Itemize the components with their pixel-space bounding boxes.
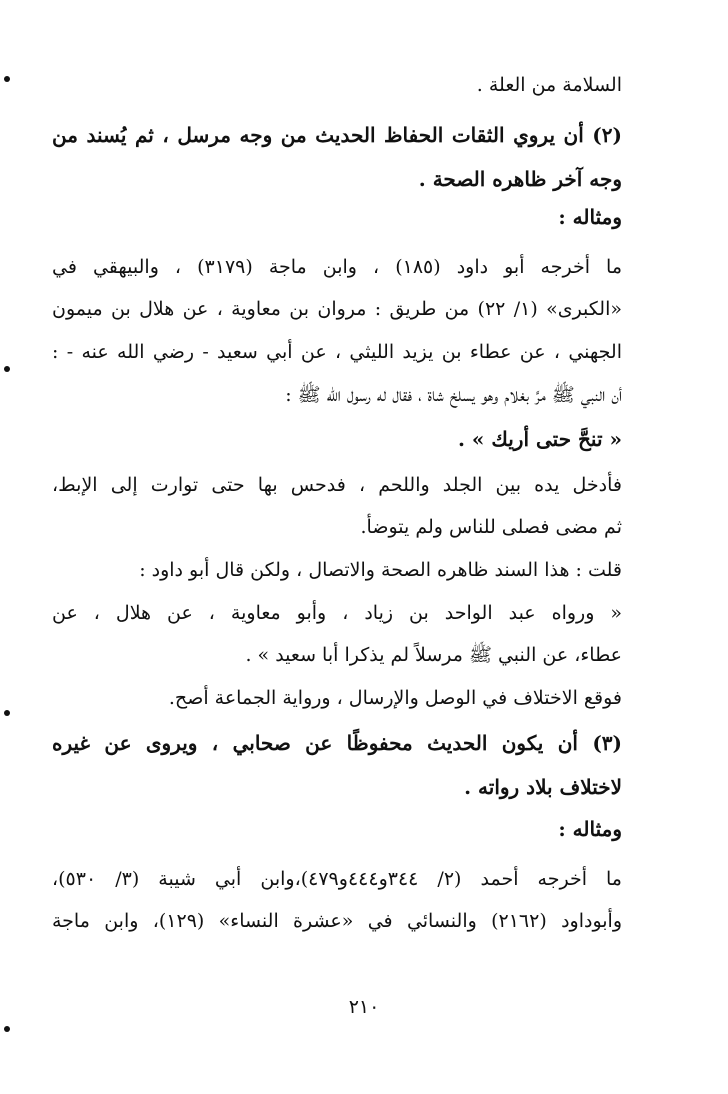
section-heading: (٢) أن يروي الثقات الحفاظ الحديث من وجه مرسل ، ثم يُسند من (52, 123, 622, 147)
section-heading: (٣) أن يكون الحديث محفوظًا عن صحابي ، ويروى عن غيره (52, 731, 622, 755)
section-heading: وجه آخر ظاهره الصحة . (418, 167, 622, 191)
text-line: الجهني ، عن عطاء بن يزيد الليثي ، عن أبي سعيد - رضي الله عنه - : (52, 341, 622, 363)
text-line: « ورواه عبد الواحد بن زياد ، وأبو معاوية ، عن هلال ، عن (52, 602, 622, 624)
text-line: فأدخل يده بين الجلد واللحم ، فدحس بها حتى توارت إلى الإبط، (52, 474, 622, 496)
quote-line: « تنحَّ حتى أريك » . (458, 427, 622, 451)
text-line: ما أخرجه أبو داود (١٨٥) ، وابن ماجة (٣١٧٩) ، والبيهقي في (52, 256, 622, 278)
example-label: ومثاله : (558, 205, 622, 229)
text-line: السلامة من العلة . (476, 74, 622, 96)
text-line: أن النبي ﷺ مرَّ بغلام وهو يسلخ شاة ، فقال له رسول الله ﷺ : (285, 384, 622, 406)
margin-dot (4, 366, 10, 372)
text-line: ما أخرجه أحمد (٢/ ٣٤٤و٤٤٤و٤٧٩)،وابن أبي شيبة (٣/ ٥٣٠)، (52, 868, 622, 890)
text-line: «الكبرى» (١/ ٢٢) من طريق : مروان بن معاوية ، عن هلال بن ميمون (52, 298, 622, 320)
example-label: ومثاله : (558, 817, 622, 841)
text-line: فوقع الاختلاف في الوصل والإرسال ، ورواية الجماعة أصح. (168, 687, 622, 709)
text-line: وأبوداود (٢١٦٢) والنسائي في «عشرة النساء» (١٢٩)، وابن ماجة (52, 910, 622, 932)
page-number: ٢١٠ (348, 996, 380, 1018)
text-line: قلت : هذا السند ظاهره الصحة والاتصال ، ولكن قال أبو داود : (139, 559, 622, 581)
margin-dot (4, 76, 10, 82)
margin-dot (4, 710, 10, 716)
margin-dot (4, 1026, 10, 1032)
text-line: ثم مضى فصلى للناس ولم يتوضأ. (360, 516, 622, 538)
section-heading: لاختلاف بلاد رواته . (464, 775, 622, 799)
text-line: عطاء، عن النبي ﷺ مرسلاً لم يذكرا أبا سعيد » . (245, 644, 622, 666)
